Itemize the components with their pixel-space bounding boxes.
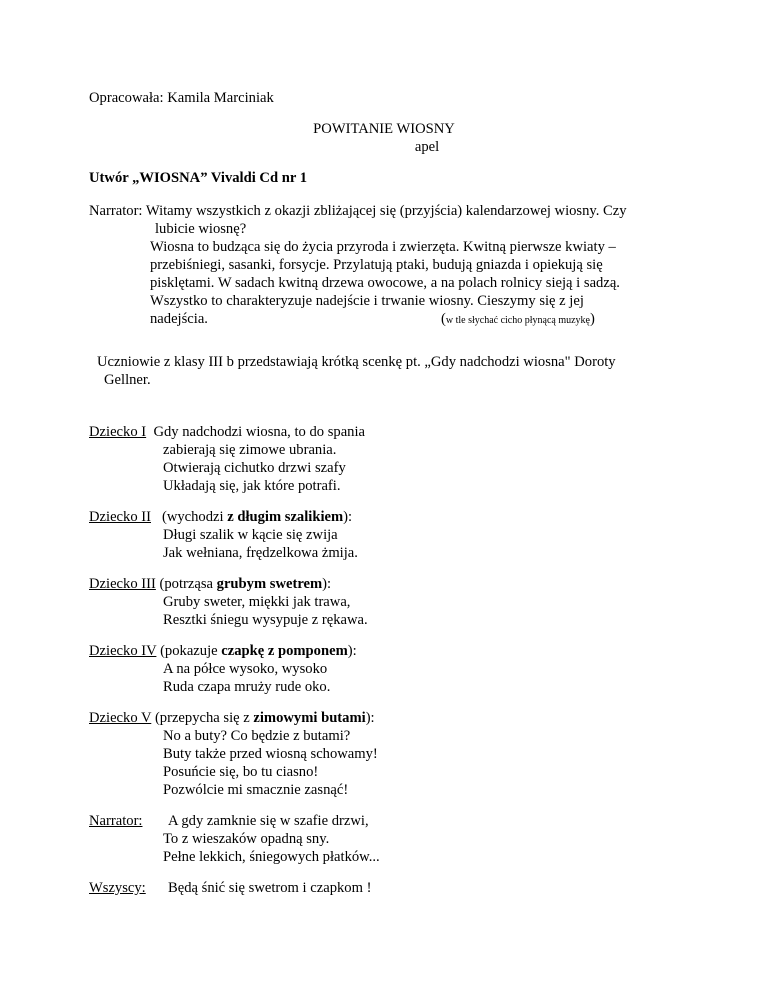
verse-line: Układają się, jak które potrafi. <box>163 478 341 494</box>
verse-line: Pełne lekkich, śniegowych płatków... <box>163 849 380 865</box>
verse-line: Jak wełniana, frędzelkowa żmija. <box>163 545 358 561</box>
verse-line: Resztki śniegu wysypuje z rękawa. <box>163 612 368 628</box>
speaker-label: Dziecko IV <box>89 643 157 659</box>
scene-intro-line2: Gellner. <box>104 372 151 388</box>
verse-line: Pozwólcie mi smacznie zasnąć! <box>163 782 349 798</box>
verse-line: A na półce wysoko, wysoko <box>163 661 328 677</box>
verse-line: Ruda czapa mruży rude oko. <box>163 679 331 695</box>
narrator-label: Narrator: <box>89 203 143 219</box>
dialogue-dziecko-1: Dziecko I Gdy nadchodzi wiosna, to do spania <box>89 424 366 440</box>
dialogue-dziecko-2: Dziecko II (wychodzi z długim szalikiem): <box>89 509 353 525</box>
speaker-label: Dziecko I <box>89 424 147 440</box>
speaker-label: Dziecko V <box>89 710 152 726</box>
narrator-intro-line: Wszystko to charakteryzuje nadejście i trwanie wiosny. Cieszymy się z jej <box>150 293 584 309</box>
verse-line: Posuńcie się, bo tu ciasno! <box>163 764 319 780</box>
verse-line: No a buty? Co będzie z butami? <box>163 728 351 744</box>
verse-line: Buty także przed wiosną schowamy! <box>163 746 378 762</box>
dialogue-dziecko-5: Dziecko V (przepycha się z zimowymi butami): <box>89 710 375 726</box>
narrator-intro-line2: lubicie wiosnę? <box>155 221 247 237</box>
page-title: POWITANIE WIOSNY <box>313 121 455 137</box>
narrator-intro-line: przebiśniegi, sasanki, forsycje. Przylatują ptaki, budują gniazda i opiekują się <box>150 257 603 273</box>
music-heading: Utwór „WIOSNA” Vivaldi Cd nr 1 <box>89 170 307 186</box>
narrator-intro-line: nadejścia. <box>150 311 208 327</box>
dialogue-wszyscy <box>89 879 146 898</box>
verse-line: Otwierają cichutko drzwi szafy <box>163 460 346 476</box>
author-line: Opracowała: Kamila Marciniak <box>89 90 274 106</box>
narrator-intro-line: Wiosna to budząca się do życia przyroda i zwierzęta. Kwitną pierwsze kwiaty – <box>150 239 616 255</box>
speaker-label: Wszyscy: <box>89 880 146 896</box>
dialogue-narrator <box>89 812 142 831</box>
speaker-label: Dziecko II <box>89 509 151 525</box>
narrator-intro-line1: Narrator: Witamy wszystkich z okazji zbliżającej się (przyjścia) kalendarzowej wiosny. Czy <box>89 203 627 219</box>
dialogue-dziecko-4: Dziecko IV (pokazuje czapkę z pomponem): <box>89 643 357 659</box>
scene-intro-line1: Uczniowie z klasy III b przedstawiają krótką scenkę pt. „Gdy nadchodzi wiosna" Doroty <box>97 354 616 370</box>
verse-line: A gdy zamknie się w szafie drzwi, <box>168 813 369 829</box>
verse-line: Będą śnić się swetrom i czapkom ! <box>168 880 372 896</box>
dialogue-dziecko-3: Dziecko III (potrząsa grubym swetrem): <box>89 576 332 592</box>
verse-line: To z wieszaków opadną sny. <box>163 831 330 847</box>
verse-line: zabierają się zimowe ubrania. <box>163 442 337 458</box>
stage-note: (w tle słychać cicho płynącą muzykę) <box>441 311 595 327</box>
speaker-label: Narrator: <box>89 813 143 829</box>
speaker-label: Dziecko III <box>89 576 156 592</box>
narrator-intro-line: pisklętami. W sadach kwitną drzewa owocowe, a na polach rolnicy sieją i sadzą. <box>150 275 620 291</box>
verse-line: Gruby sweter, miękki jak trawa, <box>163 594 351 610</box>
verse-line: Długi szalik w kącie się zwija <box>163 527 338 543</box>
page-subtitle: apel <box>414 139 440 155</box>
